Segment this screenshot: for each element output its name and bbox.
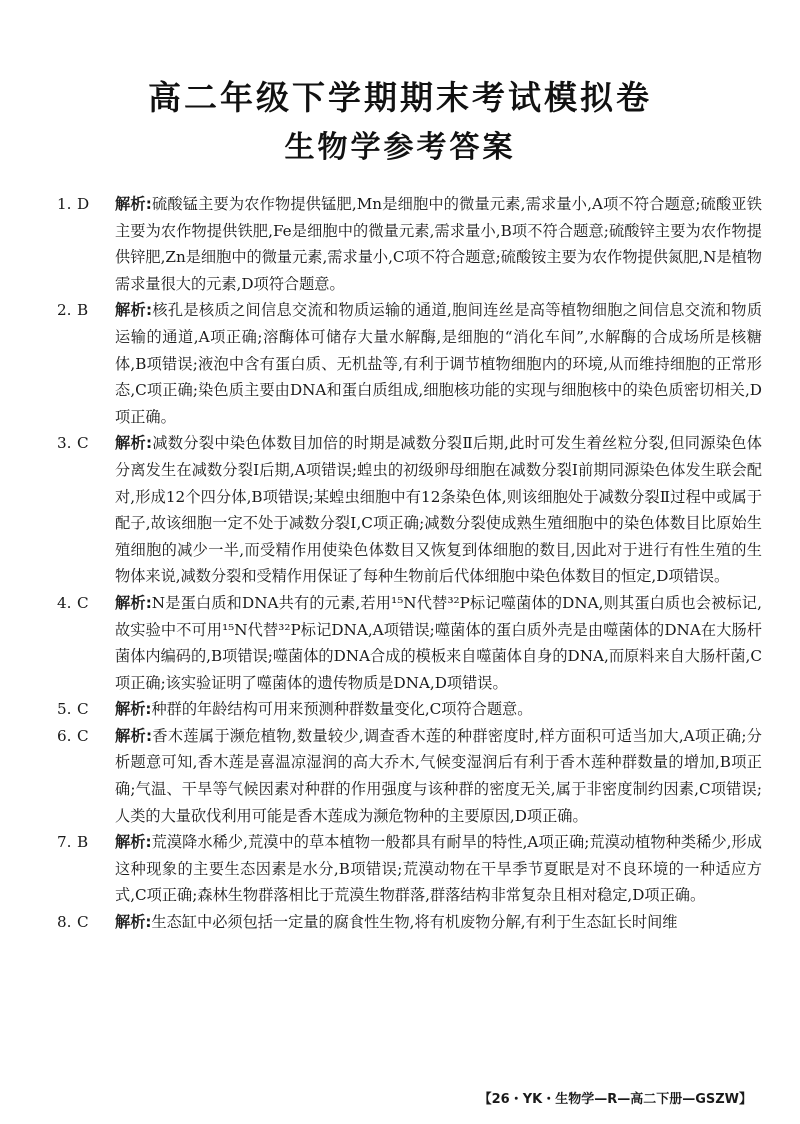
question-number: 6. C (57, 726, 89, 745)
answer-item (57, 696, 762, 723)
answer-choice: B (77, 301, 89, 320)
explanation (115, 909, 762, 936)
answer-item (57, 909, 762, 936)
explanation-text: 核孔是核质之间信息交流和物质运输的通道,胞间连丝是高等植物细胞之间信息交流和物质运输的通道,A项正确;溶酶体可储存大量水解酶,是细胞的“消化车间”,水解酶的合成场所是核糖体,B项错误;液泡中含有蛋白质、无机盐等,有利于调节植物细胞内的环境,从而维持细胞的正常形态,C项正确;染色质主要由DNA和蛋白质组成,细胞核功能的实现与细胞核中的染色质密切相关,D项正确。 (115, 301, 763, 426)
explanation-label: 解析: (115, 913, 152, 932)
question-number: 8. C (57, 913, 89, 932)
explanation (115, 829, 762, 909)
answer-item (57, 723, 762, 829)
question-number: 7. B (57, 833, 89, 852)
answer-item (57, 430, 762, 590)
page-footer-code: 【26・YK・生物学—R—高二下册—GSZW】 (478, 1092, 752, 1107)
explanation-label: 解析: (115, 195, 152, 213)
answer-choice: C (77, 726, 89, 745)
explanation-text: 生态缸中必须包括一定量的腐食性生物,将有机废物分解,有利于生态缸长时间维 (151, 913, 678, 932)
explanation-label: 解析: (115, 833, 152, 852)
answers-list (57, 191, 762, 936)
explanation-label: 解析: (115, 726, 153, 745)
page-title: 高二年级下学期期末考试模拟卷 (148, 78, 652, 117)
explanation-text: 香木莲属于濒危植物,数量较少,调查香木莲的种群密度时,样方面积可适当加大,A项正确;分析题意可知,香木莲是喜温凉湿润的高大乔木,气候变湿润后有利于香木莲种群数量的增加,B项正确;气温、干旱等气候因素对种群的作用强度与该种群的密度无关,属于非密度制约因素,C项错误;人类的大量砍伐利用可能是香木莲成为濒危物种的主要原因,D项正确。 (115, 726, 762, 825)
explanation-text: 种群的年龄结构可用来预测种群数量变化,C项符合题意。 (151, 700, 533, 719)
answer-item (57, 191, 762, 297)
answer-choice: C (77, 700, 89, 719)
page-subtitle: 生物学参考答案 (284, 130, 516, 165)
question-number: 3. C (57, 434, 89, 453)
explanation-label: 解析: (115, 301, 153, 320)
answer-choice: C (77, 434, 89, 453)
explanation-label: 解析: (115, 700, 152, 719)
explanation-label: 解析: (115, 434, 153, 453)
explanation (115, 430, 762, 590)
answer-choice: B (77, 833, 89, 852)
answer-item (57, 297, 762, 430)
question-number: 5. C (57, 700, 89, 719)
explanation (115, 696, 762, 723)
explanation (115, 191, 762, 297)
answer-item (57, 590, 762, 696)
answer-choice: D (77, 195, 90, 213)
explanation (115, 297, 762, 430)
answer-item (57, 829, 762, 909)
question-number: 4. C (57, 593, 89, 612)
explanation-text: 硫酸锰主要为农作物提供锰肥,Mn是细胞中的微量元素,需求量小,A项不符合题意;硫酸亚铁主要为农作物提供铁肥,Fe是细胞中的微量元素,需求量小,B项不符合题意;硫酸锌主要为农作物提供锌肥,Zn是细胞中的微量元素,需求量小,C项不符合题意;硫酸铵主要为农作物提供氮肥,N是植物需求量很大的元素,D项符合题意。 (115, 195, 762, 293)
explanation-text: N是蛋白质和DNA共有的元素,若用¹⁵N代替³²P标记噬菌体的DNA,则其蛋白质也会被标记,故实验中不可用¹⁵N代替³²P标记DNA,A项错误;噬菌体的蛋白质外壳是由噬菌体的DNA在大肠杆菌体内编码的,B项错误;噬菌体的DNA合成的模板来自噬菌体自身的DNA,而原料来自大肠杆菌,C项正确;该实验证明了噬菌体的遗传物质是DNA,D项错误。 (115, 593, 762, 692)
answer-choice: C (77, 913, 89, 932)
explanation (115, 590, 762, 696)
answer-choice: C (77, 593, 89, 612)
question-number: 1. D (57, 195, 90, 213)
explanation-label: 解析: (115, 593, 152, 612)
question-number: 2. B (57, 301, 89, 320)
explanation-text: 荒漠降水稀少,荒漠中的草本植物一般都具有耐旱的特性,A项正确;荒漠动植物种类稀少,形成这种现象的主要生态因素是水分,B项错误;荒漠动物在干旱季节夏眠是对不良环境的一种适应方式,C项正确;森林生物群落相比于荒漠生物群落,群落结构非常复杂且相对稳定,D项正确。 (115, 833, 762, 905)
explanation (115, 723, 762, 829)
explanation-text: 减数分裂中染色体数目加倍的时期是减数分裂Ⅱ后期,此时可发生着丝粒分裂,但同源染色体分离发生在减数分裂Ⅰ后期,A项错误;蝗虫的初级卵母细胞在减数分裂Ⅰ前期同源染色体发生联会配对,形成12个四分体,B项错误;某蝗虫细胞中有12条染色体,则该细胞处于减数分裂Ⅱ过程中或属于配子,故该细胞一定不处于减数分裂Ⅰ,C项正确;减数分裂使成熟生殖细胞中的染色体数目比原始生殖细胞的减少一半,而受精作用使染色体数目又恢复到体细胞的数目,因此对于进行有性生殖的生物体来说,减数分裂和受精作用保证了每种生物前后代体细胞中染色体数目的恒定,D项错误。 (115, 434, 762, 586)
